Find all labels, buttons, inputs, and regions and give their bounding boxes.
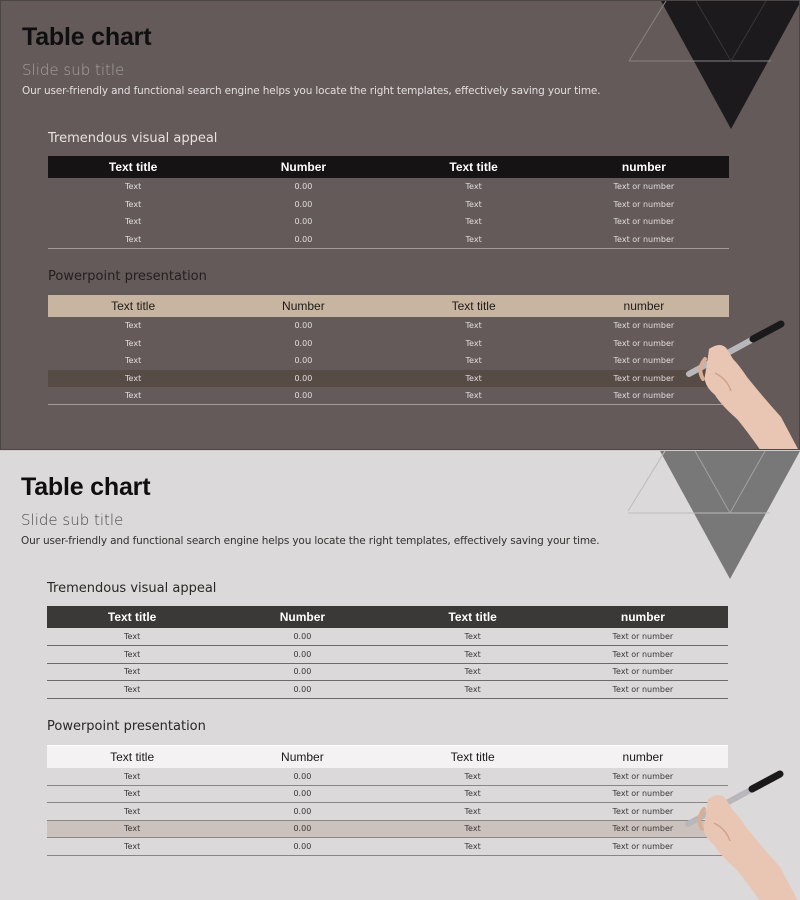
- page-title: Table chart: [22, 23, 152, 51]
- slide-subtitle: Slide sub title: [21, 511, 124, 529]
- column-header: Number: [217, 606, 387, 628]
- table-row: [47, 628, 728, 646]
- table-cell: Text: [125, 321, 142, 331]
- table-cell: Text or number: [558, 803, 728, 821]
- table-cell: Text: [47, 663, 217, 681]
- triangle-decoration-icon: [621, 1, 800, 131]
- table-cell: Text: [465, 199, 482, 209]
- hand-with-pen-icon: [681, 319, 799, 450]
- table-cell: 0.00: [217, 663, 387, 681]
- table-cell: 0.00: [294, 199, 313, 209]
- table-cell: Text: [47, 785, 217, 803]
- table-cell: Text or number: [558, 785, 728, 803]
- table-cell: 0.00: [294, 217, 313, 227]
- table-cell: Text: [388, 681, 558, 699]
- table-cell: Text: [465, 321, 482, 331]
- table-row: [47, 803, 728, 821]
- table-row: [48, 178, 729, 196]
- table-cell: 0.00: [217, 768, 387, 786]
- table-cell: Text: [47, 646, 217, 664]
- table-cell: Text or number: [558, 681, 728, 699]
- table-row: [48, 352, 729, 370]
- table-cell: Text or number: [558, 820, 728, 838]
- page-title: Table chart: [21, 473, 151, 501]
- slide-subtitle: Slide sub title: [22, 61, 125, 79]
- table-cell: Text: [465, 356, 482, 366]
- table-cell: Text: [125, 338, 142, 348]
- table-cell: Text: [388, 785, 558, 803]
- column-header: Text title: [47, 606, 217, 628]
- column-header: Text title: [389, 156, 559, 178]
- column-header: Text title: [48, 295, 218, 317]
- table-cell: 0.00: [218, 231, 388, 249]
- table-header-row: [47, 746, 728, 768]
- table-row: [47, 768, 728, 786]
- column-header: Text title: [389, 295, 559, 317]
- column-header: Number: [218, 295, 388, 317]
- table-cell: 0.00: [217, 628, 387, 646]
- table-cell: Text or number: [558, 628, 728, 646]
- slide-description: Our user-friendly and functional search engine helps you locate the right templates, effectively saving your time.: [21, 535, 600, 547]
- table-cell: 0.00: [294, 356, 313, 366]
- table-cell: Text or number: [613, 217, 675, 227]
- table-row: [48, 317, 729, 335]
- table-cell: Text: [125, 199, 142, 209]
- table-cell: Text: [388, 768, 558, 786]
- table-header-row: [48, 156, 729, 178]
- table-row: [48, 213, 729, 231]
- table-cell: Text: [389, 370, 559, 388]
- table-cell: Text: [48, 387, 218, 405]
- column-header: Text title: [388, 746, 558, 768]
- table-cell: Text: [388, 663, 558, 681]
- table-cell: Text: [47, 628, 217, 646]
- table-cell: Text or number: [559, 231, 729, 249]
- table-cell: 0.00: [218, 387, 388, 405]
- table-cell: Text or number: [613, 199, 675, 209]
- table-cell: Text or number: [559, 387, 729, 405]
- table-row: [48, 335, 729, 353]
- table-cell: Text: [47, 820, 217, 838]
- table-cell: 0.00: [217, 681, 387, 699]
- triangle-decoration-icon: [620, 451, 800, 581]
- table-cell: Text: [125, 182, 142, 192]
- table-cell: 0.00: [218, 370, 388, 388]
- table-cell: Text: [388, 838, 558, 856]
- table-cell: Text or number: [613, 321, 675, 331]
- table-cell: Text or number: [613, 182, 675, 192]
- slide-light: [0, 450, 800, 900]
- table-cell: 0.00: [217, 838, 387, 856]
- table-cell: Text or number: [558, 768, 728, 786]
- table-cell: Text: [48, 231, 218, 249]
- column-header: number: [558, 606, 728, 628]
- table-cell: Text: [47, 803, 217, 821]
- data-table: [47, 745, 728, 856]
- table-row: [48, 196, 729, 214]
- hand-with-pen-icon: [680, 769, 798, 900]
- table-cell: Text: [388, 628, 558, 646]
- section-label-visual-appeal: Tremendous visual appeal: [47, 581, 217, 596]
- table-cell: Text: [47, 768, 217, 786]
- table-row-highlighted: [47, 820, 728, 838]
- data-table: [48, 295, 729, 405]
- table-cell: Text or number: [613, 338, 675, 348]
- section-label-powerpoint: Powerpoint presentation: [47, 719, 206, 734]
- table-row: [48, 231, 729, 249]
- column-header: Text title: [388, 606, 558, 628]
- table-cell: 0.00: [217, 646, 387, 664]
- table-cell: Text: [125, 356, 142, 366]
- column-header: Number: [217, 746, 387, 768]
- table-cell: Text or number: [559, 370, 729, 388]
- table-cell: Text or number: [613, 356, 675, 366]
- section-label-visual-appeal: Tremendous visual appeal: [48, 131, 218, 146]
- table-cell: Text: [465, 182, 482, 192]
- table-row-highlighted: [48, 370, 729, 388]
- section-label-powerpoint: Powerpoint presentation: [48, 269, 207, 284]
- table-row: [48, 387, 729, 405]
- column-header: number: [559, 295, 729, 317]
- table-cell: 0.00: [294, 321, 313, 331]
- table-cell: Text or number: [558, 838, 728, 856]
- data-table: [48, 156, 729, 249]
- table-row: [47, 646, 728, 664]
- table-row: [47, 838, 728, 856]
- table-cell: 0.00: [294, 338, 313, 348]
- table-cell: 0.00: [294, 182, 313, 192]
- table-cell: Text or number: [558, 646, 728, 664]
- table-cell: Text: [125, 217, 142, 227]
- table-cell: 0.00: [217, 820, 387, 838]
- table-cell: Text: [388, 646, 558, 664]
- column-header: Number: [218, 156, 388, 178]
- table-cell: Text: [388, 820, 558, 838]
- table-cell: Text: [47, 838, 217, 856]
- table-cell: 0.00: [217, 785, 387, 803]
- table-row: [47, 663, 728, 681]
- table-cell: Text: [389, 231, 559, 249]
- table-cell: Text: [465, 338, 482, 348]
- table-header-row: [47, 606, 728, 628]
- column-header: Text title: [48, 156, 218, 178]
- table-row: [47, 785, 728, 803]
- column-header: number: [558, 746, 728, 768]
- slide-description: Our user-friendly and functional search engine helps you locate the right templates, effectively saving your time.: [22, 85, 601, 97]
- data-table: [47, 606, 728, 699]
- table-cell: Text: [388, 803, 558, 821]
- table-header-row: [48, 295, 729, 317]
- table-cell: Text: [465, 217, 482, 227]
- table-cell: 0.00: [217, 803, 387, 821]
- table-row: [47, 681, 728, 699]
- table-cell: Text: [389, 387, 559, 405]
- column-header: Text title: [47, 746, 217, 768]
- table-cell: Text: [48, 370, 218, 388]
- table-cell: Text or number: [558, 663, 728, 681]
- column-header: number: [559, 156, 729, 178]
- table-cell: Text: [47, 681, 217, 699]
